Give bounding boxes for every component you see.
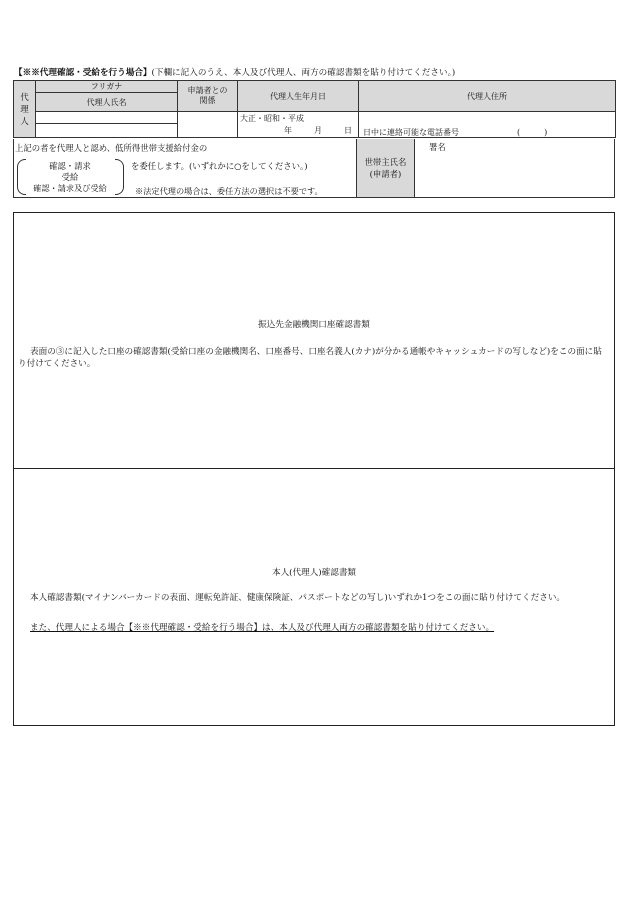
option-confirm-request[interactable]: 確認・請求 xyxy=(49,161,91,171)
option-receive[interactable]: 受給 xyxy=(61,172,79,182)
id-box-underlined-note: また、代理人による場合【※※代理確認・受給を行う場合】は、本人及び代理人両方の確認書類を貼り付けてください。 xyxy=(30,623,495,633)
householder-label: 世帯主氏名 xyxy=(364,157,407,167)
delegation-row xyxy=(13,139,615,198)
birthdate-field[interactable] xyxy=(238,112,359,138)
agent-name-header: 代理人氏名 xyxy=(36,93,178,112)
id-document-box[interactable] xyxy=(13,468,615,726)
id-box-body: 本人確認書類(マイナンバーカードの表面、運転免許証、健康保険証、パスポートなどの写し)いずれか1つをこの面に貼り付けてください。 xyxy=(30,593,566,603)
furigana-field[interactable] xyxy=(36,112,178,124)
signature-label: 署名 xyxy=(429,142,446,152)
relation-header: 申請者との関係 xyxy=(178,81,238,112)
option-confirm-request-and-receive[interactable]: 確認・請求及び受給 xyxy=(33,183,107,193)
bank-box-title: 振込先金融機関口座確認書類 xyxy=(258,320,370,330)
delegation-sentence-end: を委任します。(いずれかに○をしてください。) xyxy=(131,161,308,171)
address-header: 代理人住所 xyxy=(359,81,616,112)
furigana-header: フリガナ xyxy=(36,81,178,93)
day-label: 日 xyxy=(344,126,352,135)
id-box-title: 本人(代理人)確認書類 xyxy=(271,568,357,578)
year-label: 年 xyxy=(284,126,292,135)
agent-heading-bold: 【※※代理確認・受給を行う場合】 xyxy=(14,68,152,78)
signature-field[interactable] xyxy=(414,139,615,198)
bank-box-body: 表面の③に記入した口座の確認書類(受給口座の金融機関名、口座番号、口座名義人(カナ)が分かる通帳やキャッシュカードの写しなど)をこの面に貼り付けてください。 xyxy=(18,347,602,369)
address-field[interactable] xyxy=(359,112,616,138)
agent-heading-rest: (下欄に記入のうえ、本人及び代理人、両方の確認書類を貼り付けてください。) xyxy=(151,68,456,78)
legal-agent-note: ※法定代理の場合は、委任方法の選択は不要です。 xyxy=(135,186,323,196)
era-options: 大正・昭和・平成 xyxy=(240,114,304,123)
agent-name-field[interactable] xyxy=(36,124,178,138)
phone-label: 日中に連絡可能な電話番号 xyxy=(363,128,459,137)
householder-label-cell xyxy=(356,139,415,198)
phone-area-code[interactable]: ( ) xyxy=(517,128,548,137)
agent-section-heading xyxy=(14,66,455,78)
birth-header: 代理人生年月日 xyxy=(238,81,359,112)
applicant-label: (申請者) xyxy=(369,169,402,179)
delegation-sentence-start: 上記の者を代理人と認め、低所得世帯支援給付金の xyxy=(15,143,208,153)
agent-table xyxy=(13,80,616,138)
bank-document-box[interactable] xyxy=(13,212,615,469)
month-label: 月 xyxy=(314,126,322,135)
agent-row-label: 代理人 xyxy=(14,81,36,138)
relation-field[interactable] xyxy=(178,112,238,138)
